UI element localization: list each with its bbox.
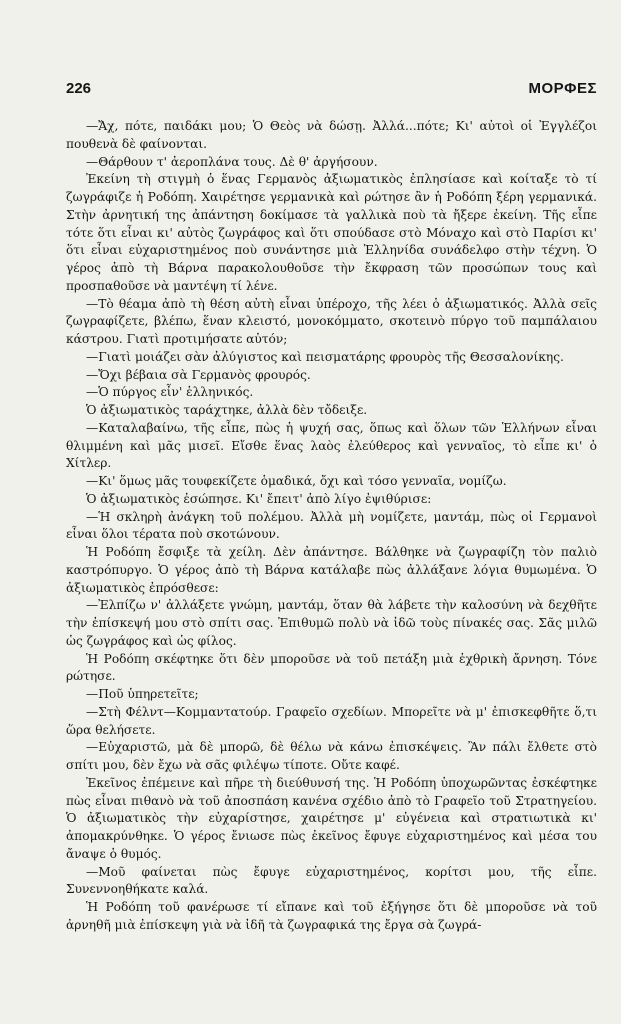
paragraph: —Μοῦ φαίνεται πὼς ἔφυγε εὐχαριστημένος, κορίτσι μου, τῆς εἶπε. Συνεννοηθήκατε καλά.	[66, 864, 597, 897]
paragraph: —Ὁ πύργος εἶν' ἑλληνικός.	[86, 385, 254, 400]
page-number: 226	[66, 80, 92, 97]
paragraph: —Εὐχαριστῶ, μὰ δὲ μπορῶ, δὲ θέλω νὰ κάνω ἐπισκέψεις. Ἂν πάλι ἔλθετε στὸ σπίτι μου, δὲν ἔχω νὰ σᾶς φιλέψω τίποτε. Οὔτε καφέ.	[66, 740, 597, 772]
paragraph: —Ποῦ ὑπηρετεῖτε;	[86, 687, 199, 701]
paragraph: Ἡ Ροδόπη σκέφτηκε ὅτι δὲν μποροῦσε νὰ τοῦ πετάξη μιὰ ἐχθρικὴ ἄρνηση. Τόνε ρώτησε.	[66, 651, 597, 684]
paragraph: Ἐκεῖνος ἐπέμεινε καὶ πῆρε τὴ διεύθυνσή της. Ἡ Ροδόπη ὑποχωρῶντας ἐσκέφτηκε πὼς εἶναι πιθανὸ νὰ τοῦ ἀποσπάση κανένα σχέδιο ἀπὸ τὸ Γραφεῖο τοῦ Στρατηγείου. Ὁ ἀξιωματικὸς τὴν εὐχαρίστησε, χαιρέτησε μ' εὐγένεια καὶ στρατιωτικὰ κι' ἀπομακρύνθηκε. Ὁ γέρος ἔνιωσε πὼς ἐκεῖνος ἔφυγε εὐχαριστημένος καὶ μέσα του ἄναψε ὁ θυμός.	[66, 775, 597, 861]
body-text	[66, 118, 597, 935]
paragraph: Ὁ ἀξιωματικὸς ταράχτηκε, ἀλλὰ δὲν τὄδειξε.	[86, 403, 368, 417]
paragraph: —Ἐλπίζω ν' ἀλλάξετε γνώμη, μαντάμ, ὅταν θὰ λάβετε τὴν καλοσύνη νὰ δεχθῆτε τὴν ἐπίσκεψή μου στὸ σπίτι σας. Ἐπιθυμῶ πολὺ νὰ ἰδῶ τοὺς πίνακές σας. Σᾶς μιλῶ ὡς ζωγράφος καὶ ὡς φίλος.	[66, 598, 597, 648]
paragraph: —Κι' ὅμως μᾶς τουφεκίζετε ὁμαδικά, ὄχι καὶ τόσο γενναῖα, νομίζω.	[86, 474, 507, 488]
paragraph: —Ἡ σκληρὴ ἀνάγκη τοῦ πολέμου. Ἀλλὰ μὴ νομίζετε, μαντάμ, πὼς οἱ Γερμανοὶ εἶναι ὅλοι τέρατα ποὺ σκοτώνουν.	[66, 509, 597, 542]
paragraph: —Τὸ θέαμα ἀπὸ τὴ θέση αὐτὴ εἶναι ὑπέροχο, τῆς λέει ὁ ἀξιωματικός. Ἀλλὰ σεῖς ζωγραφίζετε, βλέπω, ἕναν κλειστό, μονοκόμματο, σκοτεινὸ πύργο τοῦ παμπάλαιου κάστρου. Γιατὶ προτιμήσατε αὐτόν;	[66, 296, 597, 346]
paragraph: —Ὄχι βέβαια σὰ Γερμανὸς φρουρός.	[86, 367, 311, 382]
page-header	[66, 80, 597, 104]
paragraph: Ἡ Ροδόπη ἔσφιξε τὰ χείλη. Δὲν ἀπάντησε. Βάλθηκε νὰ ζωγραφίζη τὸν παλιὸ καστρόπυργο. Ὁ γέρος ἀπὸ τὴ Βάρνα κατάλαβε πὼς ἀλλάξανε λόγια θυμωμένα. Ὁ ἀξιωματικὸς ἐπρόσθεσε:	[66, 545, 597, 595]
running-title: ΜΟΡΦΕΣ	[528, 80, 597, 97]
paragraph: Ὁ ἀξιωματικὸς ἐσώπησε. Κι' ἔπειτ' ἀπὸ λίγο ἐψιθύρισε:	[86, 491, 432, 506]
paragraph: —Ἄχ, πότε, παιδάκι μου; Ὁ Θεὸς νὰ δώσῃ. Ἀλλά...πότε; Κι' αὐτοὶ οἱ Ἐγγλέζοι πουθενὰ δὲ φαίνονται.	[66, 119, 597, 151]
paragraph: —Γιατὶ μοιάζει σὰν ἀλύγιστος καὶ πεισματάρης φρουρὸς τῆς Θεσσαλονίκης.	[86, 349, 564, 364]
paragraph: —Θάρθουν τ' ἀεροπλάνα τους. Δὲ θ' ἀργήσουν.	[86, 154, 378, 169]
paragraph: —Στὴ Φέλντ—Κομμαντατούρ. Γραφεῖο σχεδίων. Μπορεῖτε νὰ μ' ἐπισκεφθῆτε ὅ,τι ὥρα θελήσετε.	[66, 704, 597, 737]
paragraph: Ἐκείνη τὴ στιγμὴ ὁ ἕνας Γερμανὸς ἀξιωματικὸς ἐπλησίασε καὶ κοίταξε τὸ τί ζωγράφιζε ἡ Ροδόπη. Χαιρέτησε γερμανικὰ καὶ ρώτησε ἂν ἡ Ροδόπη ξέρη γερμανικά. Στὴν ἀρνητική της ἀπάντηση δοκίμασε τὰ γαλλικὰ ποὺ τὰ ἤξερε ἐκείνη. Τῆς εἶπε τότε ὅτι εἶναι κι' αὐτὸς ζωγράφος καὶ ὅτι σπούδασε στὸ Μόναχο καὶ στὸ Παρίσι κι' ὅτι εἶναι εὐχαριστημένος ποὺ συνάντησε μιὰ Ἑλληνίδα συνάδελφο στὴν τέχνη. Ὁ γέρος ἀπὸ τὴ Βάρνα παρακολουθοῦσε τὴν ἔκφραση τῶν προσώπων τους καὶ προσπαθοῦσε νὰ μαντέψη τί λένε.	[66, 172, 597, 293]
paragraph: Ἡ Ροδόπη τοῦ φανέρωσε τί εἴπανε καὶ τοῦ ἐξήγησε ὅτι δὲ μποροῦσε νὰ τοῦ ἀρνηθῆ μιὰ ἐπίσκεψη γιὰ νὰ ἰδῆ τὰ ζωγραφικά της ἔργα σὰ ζωγρά-	[66, 900, 597, 932]
paragraph: —Καταλαβαίνω, τῆς εἶπε, πὼς ἡ ψυχή σας, ὅπως καὶ ὅλων τῶν Ἑλλήνων εἶναι θλιμμένη καὶ μᾶς μισεῖ. Εἴσθε ἕνας λαὸς ἐλεύθερος καὶ γενναῖος, τὸ εἶπε κι' ὁ Χίτλερ.	[66, 420, 597, 471]
